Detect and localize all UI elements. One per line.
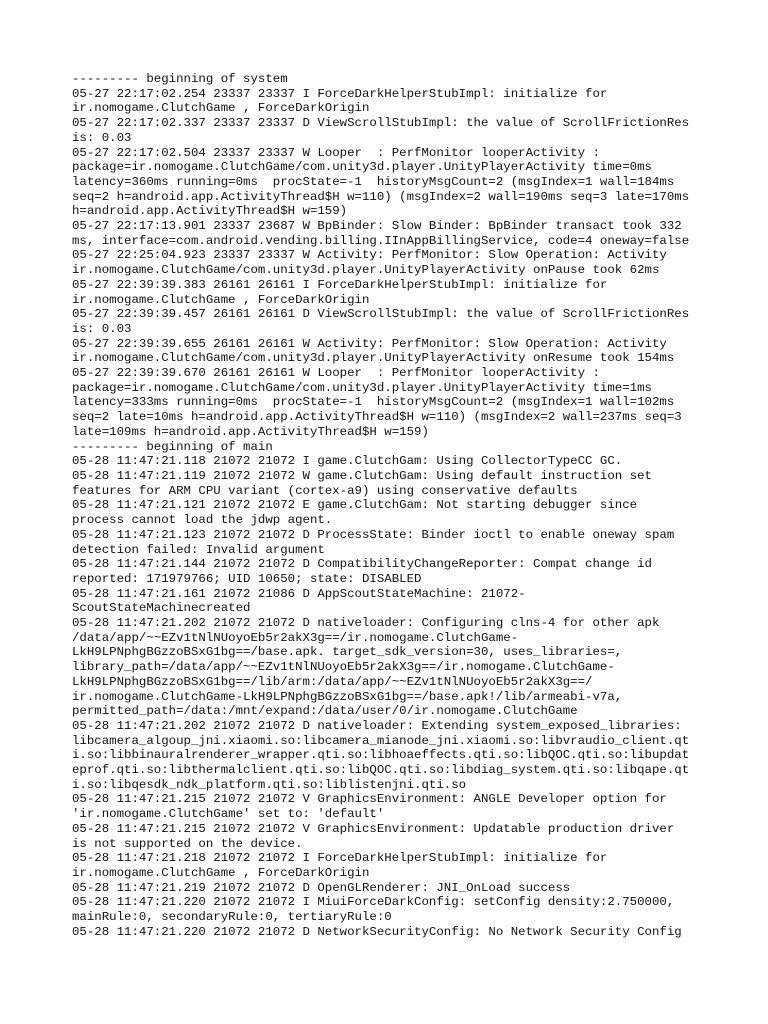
log-line: 05-27 22:17:02.254 23337 23337 I ForceDarkHelperStubImpl: initialize for	[72, 86, 608, 101]
log-line: library_path=/data/app/~~EZv1tNlNUoyoEb5r2akX3g==/ir.nomogame.ClutchGame-	[72, 660, 615, 675]
log-line: ir.nomogame.ClutchGame/com.unity3d.player.UnityPlayerActivity onPause took 62ms	[72, 263, 660, 278]
log-line: reported: 171979766; UID 10650; state: DISABLED	[72, 571, 422, 586]
log-line: 05-28 11:47:21.218 21072 21072 I ForceDarkHelperStubImpl: initialize for	[72, 851, 608, 866]
log-line: 05-27 22:39:39.670 26161 26161 W Looper : PerfMonitor looperActivity :	[72, 366, 600, 381]
log-line: 05-28 11:47:21.215 21072 21072 V GraphicsEnvironment: ANGLE Developer option for	[72, 792, 667, 807]
log-line: 05-28 11:47:21.202 21072 21072 D nativeloader: Extending system_exposed_libraries:	[72, 718, 682, 733]
log-line: latency=360ms running=0ms procState=-1 historyMsgCount=2 (msgIndex=1 wall=184ms	[72, 174, 675, 189]
log-line: 05-27 22:39:39.383 26161 26161 I ForceDarkHelperStubImpl: initialize for	[72, 277, 608, 292]
log-line: 05-28 11:47:21.220 21072 21072 D NetworkSecurityConfig: No Network Security Config	[72, 924, 682, 939]
log-line: /data/app/~~EZv1tNlNUoyoEb5r2akX3g==/ir.nomogame.ClutchGame-	[72, 630, 519, 645]
log-line: LkH9LPNphgBGzzoBSxG1bg==/lib/arm:/data/app/~~EZv1tNlNUoyoEb5r2akX3g==/	[72, 674, 593, 689]
log-line: --------- beginning of main	[72, 439, 273, 454]
log-line: late=109ms h=android.app.ActivityThread$H w=159)	[72, 424, 429, 439]
log-line: package=ir.nomogame.ClutchGame/com.unity3d.player.UnityPlayerActivity time=0ms	[72, 160, 652, 175]
log-line: process cannot load the jdwp agent.	[72, 513, 333, 528]
log-line: seq=2 h=android.app.ActivityThread$H w=110) (msgIndex=2 wall=190ms seq=3 late=170ms	[72, 189, 690, 204]
log-line: ms, interface=com.android.vending.billing.IInAppBillingService, code=4 oneway=false	[72, 233, 690, 248]
log-line: 05-28 11:47:21.215 21072 21072 V GraphicsEnvironment: Updatable production driver	[72, 821, 675, 836]
log-line: package=ir.nomogame.ClutchGame/com.unity3d.player.UnityPlayerActivity time=1ms	[72, 380, 652, 395]
log-line: seq=2 late=10ms h=android.app.ActivityThread$H w=110) (msgIndex=2 wall=237ms seq=3	[72, 410, 682, 425]
log-document	[72, 72, 712, 939]
log-line: LkH9LPNphgBGzzoBSxG1bg==/base.apk. target_sdk_version=30, uses_libraries=,	[72, 645, 623, 660]
log-line: detection failed: Invalid argument	[72, 542, 325, 557]
log-line: is: 0.03	[72, 321, 132, 336]
log-line: h=android.app.ActivityThread$H w=159)	[72, 204, 348, 219]
log-line: ir.nomogame.ClutchGame , ForceDarkOrigin	[72, 101, 370, 116]
log-line: i.so:libbinauralrenderer_wrapper.qti.so:libhoaeffects.qti.so:libQOC.qti.so:libupdat	[72, 748, 690, 763]
log-line: mainRule:0, secondaryRule:0, tertiaryRule:0	[72, 910, 392, 925]
log-line: 05-27 22:17:02.504 23337 23337 W Looper : PerfMonitor looperActivity :	[72, 145, 600, 160]
log-line: ir.nomogame.ClutchGame-LkH9LPNphgBGzzoBSxG1bg==/base.apk!/lib/armeabi-v7a,	[72, 689, 623, 704]
log-line: 05-27 22:39:39.655 26161 26161 W Activity: PerfMonitor: Slow Operation: Activity	[72, 336, 667, 351]
log-line: 05-28 11:47:21.220 21072 21072 I MiuiForceDarkConfig: setConfig density:2.750000,	[72, 895, 675, 910]
log-line: 05-28 11:47:21.202 21072 21072 D nativeloader: Configuring clns-4 for other apk	[72, 616, 660, 631]
log-line: ir.nomogame.ClutchGame , ForceDarkOrigin	[72, 865, 370, 880]
log-line: 05-27 22:17:02.337 23337 23337 D ViewScrollStubImpl: the value of ScrollFrictionRes	[72, 116, 690, 131]
log-line: 05-28 11:47:21.123 21072 21072 D ProcessState: Binder ioctl to enable oneway spam	[72, 527, 675, 542]
log-line: 'ir.nomogame.ClutchGame' set to: 'default'	[72, 807, 385, 822]
log-line: 05-28 11:47:21.121 21072 21072 E game.ClutchGam: Not starting debugger since	[72, 498, 638, 513]
log-line: 05-28 11:47:21.144 21072 21072 D CompatibilityChangeReporter: Compat change id	[72, 557, 652, 572]
log-line: ir.nomogame.ClutchGame/com.unity3d.player.UnityPlayerActivity onResume took 154ms	[72, 351, 675, 366]
log-line: is not supported on the device.	[72, 836, 303, 851]
log-line: 05-27 22:25:04.923 23337 23337 W Activity: PerfMonitor: Slow Operation: Activity	[72, 248, 667, 263]
log-line: latency=333ms running=0ms procState=-1 historyMsgCount=2 (msgIndex=1 wall=102ms	[72, 395, 675, 410]
log-line: 05-27 22:39:39.457 26161 26161 D ViewScrollStubImpl: the value of ScrollFrictionRes	[72, 307, 690, 322]
log-line: ir.nomogame.ClutchGame , ForceDarkOrigin	[72, 292, 370, 307]
log-line: eprof.qti.so:libthermalclient.qti.so:libQOC.qti.so:libdiag_system.qti.so:libqape.qt	[72, 763, 690, 778]
log-line: permitted_path=/data:/mnt/expand:/data/user/0/ir.nomogame.ClutchGame	[72, 704, 578, 719]
log-line: is: 0.03	[72, 130, 132, 145]
log-line: 05-28 11:47:21.119 21072 21072 W game.ClutchGam: Using default instruction set	[72, 468, 652, 483]
log-line: libcamera_algoup_jni.xiaomi.so:libcamera_mianode_jni.xiaomi.so:libvraudio_client.qt	[72, 733, 690, 748]
log-line: i.so:libqesdk_ndk_platform.qti.so:liblistenjni.qti.so	[72, 777, 467, 792]
log-line: 05-27 22:17:13.901 23337 23687 W BpBinder: Slow Binder: BpBinder transact took 332	[72, 219, 682, 234]
log-line: 05-28 11:47:21.161 21072 21086 D AppScoutStateMachine: 21072-	[72, 586, 526, 601]
log-line: ScoutStateMachinecreated	[72, 601, 251, 616]
log-line: 05-28 11:47:21.118 21072 21072 I game.ClutchGam: Using CollectorTypeCC GC.	[72, 454, 623, 469]
log-line: features for ARM CPU variant (cortex-a9) using conservative defaults	[72, 483, 578, 498]
log-line: 05-28 11:47:21.219 21072 21072 D OpenGLRenderer: JNI_OnLoad success	[72, 880, 571, 895]
log-line: --------- beginning of system	[72, 72, 288, 86]
